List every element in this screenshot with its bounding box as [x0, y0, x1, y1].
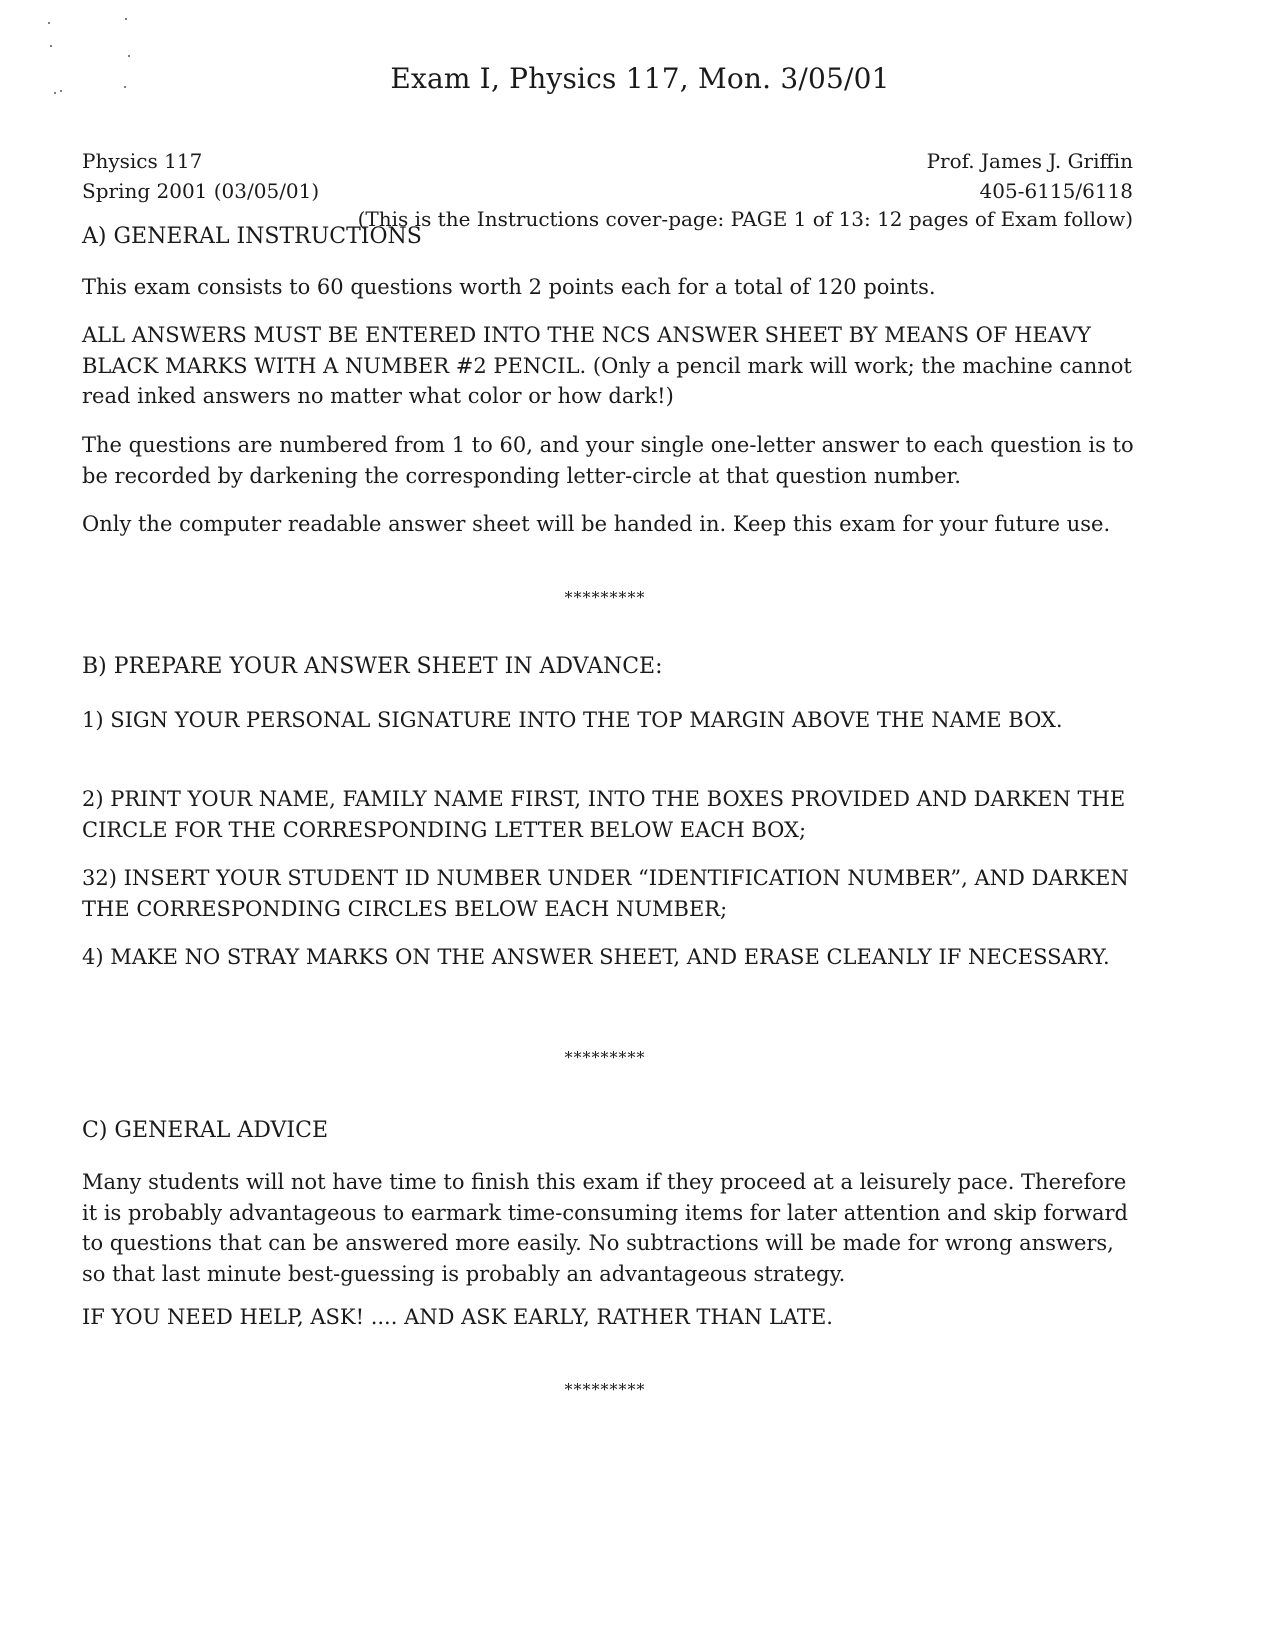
course-term: Spring 2001 (03/05/01)	[82, 179, 320, 203]
section-a-heading: A) GENERAL INSTRUCTIONS	[82, 224, 422, 249]
section-b-item: 4) MAKE NO STRAY MARKS ON THE ANSWER SHEET, AND ERASE CLEANLY IF NECESSARY.	[82, 945, 1110, 969]
section-b-item: 2) PRINT YOUR NAME, FAMILY NAME FIRST, INTO THE BOXES PROVIDED AND DARKEN THE CIRCLE FOR THE CORRESPONDING LETTER BELOW EACH BOX;	[82, 787, 1126, 842]
course-name: Physics 117	[82, 149, 203, 173]
section-a-paragraph: The questions are numbered from 1 to 60, and your single one-letter answer to each question is to be recorded by darkening the corresponding letter-circle at that question number.	[82, 433, 1134, 488]
section-c-heading: C) GENERAL ADVICE	[82, 1118, 329, 1143]
exam-title: Exam I, Physics 117, Mon. 3/05/01	[390, 62, 890, 95]
instructor-info	[927, 146, 1133, 206]
section-b-item: 32) INSERT YOUR STUDENT ID NUMBER UNDER “IDENTIFICATION NUMBER”, AND DARKEN THE CORRESPONDING CIRCLES BELOW EACH NUMBER;	[82, 866, 1129, 921]
cover-page-note: (This is the Instructions cover-page: PAGE 1 of 13: 12 pages of Exam follow)	[357, 207, 1133, 231]
section-a-paragraph: This exam consists to 60 questions worth 2 points each for a total of 120 points.	[82, 275, 936, 299]
section-separator: *********	[564, 1048, 646, 1067]
section-a-paragraph: Only the computer readable answer sheet will be handed in. Keep this exam for your future use.	[82, 512, 1111, 536]
section-separator: *********	[564, 588, 646, 607]
professor-name: Prof. James J. Griffin	[926, 149, 1133, 173]
section-c-paragraph: IF YOU NEED HELP, ASK! .... AND ASK EARLY, RATHER THAN LATE.	[82, 1305, 833, 1329]
professor-phone: 405-6115/6118	[979, 179, 1133, 203]
section-separator: *********	[564, 1380, 646, 1399]
section-a-paragraph: ALL ANSWERS MUST BE ENTERED INTO THE NCS ANSWER SHEET BY MEANS OF HEAVY BLACK MARKS WITH A NUMBER #2 PENCIL. (Only a pencil mark will work; the machine cannot read inked answers no matter what color or how dark!)	[82, 323, 1132, 408]
section-b-heading: B) PREPARE YOUR ANSWER SHEET IN ADVANCE:	[82, 654, 663, 679]
course-info	[82, 146, 319, 206]
section-b-item: 1) SIGN YOUR PERSONAL SIGNATURE INTO THE TOP MARGIN ABOVE THE NAME BOX.	[82, 708, 1063, 732]
section-c-paragraph: Many students will not have time to finish this exam if they proceed at a leisurely pace. Therefore it is probably advantageous to earmark time-consuming items for later attention and skip forward to questions that can be answered more easily. No subtractions will be made for wrong answers, so that last minute best-guessing is probably an advantageous strategy.	[82, 1170, 1128, 1286]
